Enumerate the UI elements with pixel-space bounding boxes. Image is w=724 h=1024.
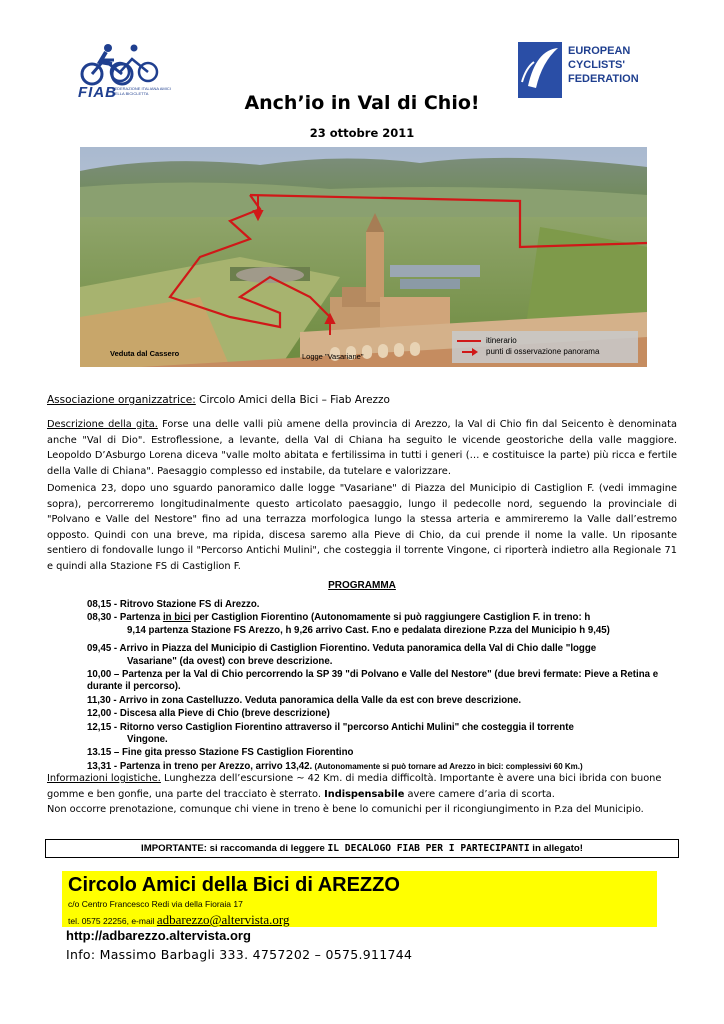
club-address: c/o Centro Francesco Redi via della Fioraia 17 xyxy=(68,899,243,909)
schedule-note: (Autonomamente si può tornare ad Arezzo in bici: complessivi 60 Km.) xyxy=(312,761,583,771)
cyclists-icon xyxy=(78,42,170,88)
club-phone-email xyxy=(68,912,289,928)
info-text: Lunghezza dell’escursione ~ 42 Km. di media difficoltà. Importante è avere una bici ibrida con buone gomme e ben gonfie, una parte del tracciato è sterrato. xyxy=(47,773,662,800)
schedule-text: 12,15 - Ritorno verso Castiglion Fiorentino attraverso il "percorso Antichi Mulini" che costeggia il torrente xyxy=(87,721,574,733)
description-label: Descrizione della gita. xyxy=(47,419,158,430)
ecf-line-2: CYCLISTS' xyxy=(568,59,626,71)
route-line-icon xyxy=(457,340,481,342)
schedule-item: 12,00 - Discesa alla Pieve di Chio (breve descrizione) xyxy=(87,708,330,720)
info-bold: Indispensabile xyxy=(324,788,405,800)
viewpoint-arrow-icon xyxy=(460,347,478,357)
schedule-item xyxy=(87,612,685,637)
description-text: Forse una delle valli più amene della provincia di Arezzo, la Val di Chio fin dal Seicento è denominata anche "Val di Dio". Estroflessione, a levante, della Val di Chiana ha seguito le vicende geostoriche della valle maggiore. Leopoldo D’Asburgo Lorena diceva "valle molto abitata e fertilissima in tutti i generi (… e costituisce la parte) più ricca e fertile della Valle di Chiana". Paesaggio complesso ed instabile, da tutelare e valorizzare. xyxy=(47,419,677,477)
schedule-item xyxy=(87,722,685,747)
schedule-item: 11,30 - Arrivo in zona Castelluzzo. Veduta panoramica della Valle da est con breve descrizione. xyxy=(87,694,522,706)
association-label: Associazione organizzatrice: xyxy=(47,394,196,406)
info-text: avere camere d’aria di scorta. xyxy=(404,788,555,800)
schedule-item: 13.15 – Fine gita presso Stazione FS Castiglion Fiorentino xyxy=(87,747,354,759)
description-paragraph-2: Domenica 23, dopo uno sguardo panoramico dalle logge "Vasariane" di Piazza del Municipio di Castiglion F. (vedi immagine sopra), percorreremo longitudinalmente questo articolato paesaggio, lungo il pedecolle nord, seguendo la provinciale di "Polvano e Valle del Nestore" fino ad una terrazza morfologica lungo la stessa arteria e ammireremo la Valle dall’estremo opposto. Quindi con una breve, ma ripida, discesa saremo alla Pieve di Chio, da cui prende il nome la valle. Un riposante sentiero di fondovalle lungo il "Percorso Antichi Mulini", che costeggia il torrente Vingone, ci riporterà indietro alla Regionale 71 e quindi alla Stazione FS di Castiglion F. xyxy=(47,483,677,572)
fiab-logo-subtext: FEDERAZIONE ITALIANA AMICI DELLA BICICLETTA xyxy=(112,86,171,96)
photo-caption-left: Veduta dal Cassero xyxy=(110,349,180,358)
decalogo-text: IL DECALOGO FIAB PER I PARTECIPANTI xyxy=(327,843,530,854)
website-link[interactable]: http://adbarezzo.altervista.org xyxy=(66,928,251,943)
schedule-text: Vingone. xyxy=(127,734,168,746)
page-title: Anch’io in Val di Chio! xyxy=(244,92,480,114)
club-tel: tel. 0575 22256, e-mail xyxy=(68,916,157,926)
photo-legend xyxy=(452,331,638,363)
photo-caption-center: Logge "Vasariane" xyxy=(302,352,364,361)
info-label: Informazioni logistiche. xyxy=(47,773,161,784)
schedule-text: 9,14 partenza Stazione FS Arezzo, h 9,26 arrivo Cast. F.no e pedalata direzione P.zza del Municipio h 9,45) xyxy=(127,624,610,636)
ecf-logo xyxy=(518,40,698,100)
fiab-logo-text: FIAB xyxy=(78,84,117,101)
ecf-emblem-icon xyxy=(518,42,562,98)
info-line-2: Non occorre prenotazione, comunque chi viene in treno è bene lo comunichi per il ricongiungimento in P.za del Municipio. xyxy=(47,804,644,815)
schedule-item: 08,15 - Ritrovo Stazione FS di Arezzo. xyxy=(87,599,260,610)
schedule-text: 13,31 - Partenza in treno per Arezzo, arrivo 13,42. xyxy=(87,760,313,772)
schedule-item: 10,00 – Partenza per la Val di Chio percorrendo la SP 39 "di Polvano e Valle del Nestore" (due brevi fermate: Pieve a Retina e durante il percorso). xyxy=(87,669,659,693)
programma-heading: PROGRAMMA xyxy=(328,580,396,591)
important-notice xyxy=(45,839,679,858)
legend-viewpoints: punti di osservazione panorama xyxy=(486,347,600,356)
important-text: in allegato! xyxy=(529,843,583,854)
description xyxy=(47,417,677,479)
schedule-text: 09,45 - Arrivo in Piazza del Municipio di Castiglion Fiorentino. Veduta panoramica della Val di Chio dalle "logge xyxy=(87,643,597,655)
legend-itinerary: itinerario xyxy=(486,336,517,345)
club-box xyxy=(62,871,657,927)
schedule-text: 08,30 - Partenza xyxy=(87,612,163,624)
schedule-text: in bici xyxy=(162,612,191,624)
ecf-line-1: EUROPEAN xyxy=(568,45,631,57)
event-date: 23 ottobre 2011 xyxy=(309,126,415,140)
contact-info: Info: Massimo Barbagli 333. 4757202 – 0575.911744 xyxy=(66,947,413,962)
logistics-info xyxy=(47,771,687,818)
schedule-item xyxy=(87,643,685,668)
association-line xyxy=(47,394,390,406)
ecf-name xyxy=(568,44,639,86)
club-name: Circolo Amici della Bici di AREZZO xyxy=(68,874,400,896)
email-link[interactable]: adbarezzo@altervista.org xyxy=(156,912,290,927)
ecf-line-3: FEDERATION xyxy=(568,73,639,85)
schedule xyxy=(87,599,685,774)
association-value: Circolo Amici della Bici – Fiab Arezzo xyxy=(199,394,390,406)
important-text: IMPORTANTE: si raccomanda di leggere xyxy=(141,843,328,854)
schedule-text: Vasariane" (da ovest) con breve descrizione. xyxy=(127,655,333,667)
schedule-text: per Castiglion Fiorentino (Autonomamente si può raggiungere Castiglion F. in treno: h xyxy=(190,612,591,624)
